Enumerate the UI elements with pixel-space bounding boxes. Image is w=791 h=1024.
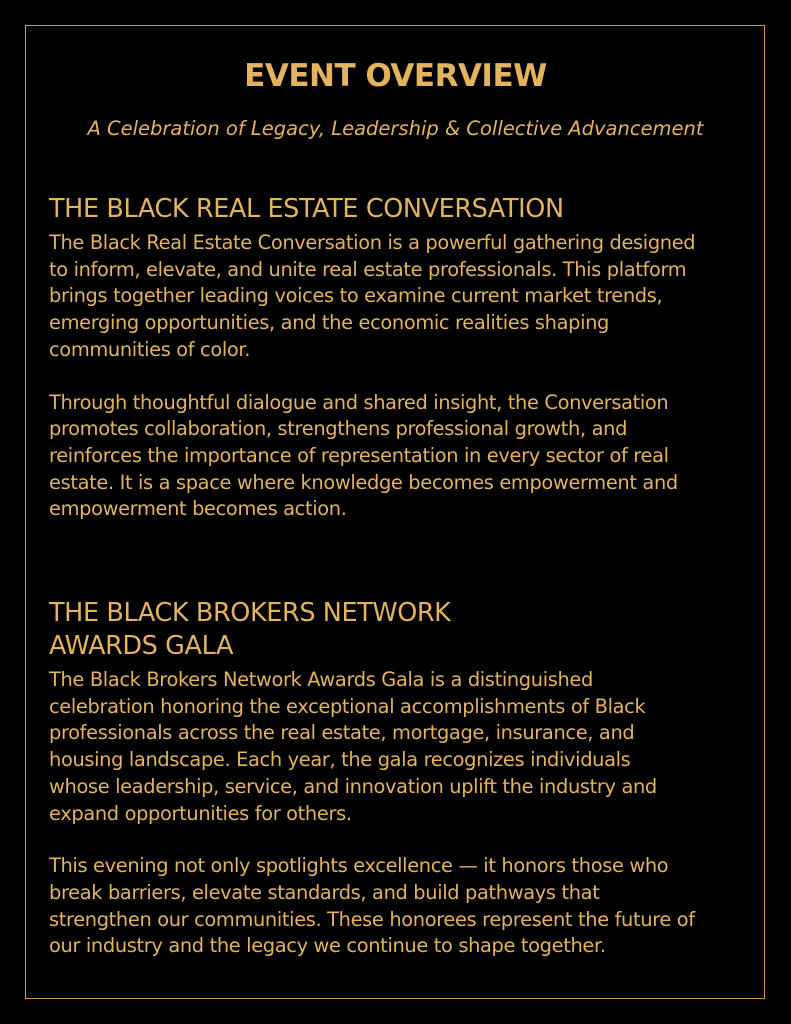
paragraph-line: professionals across the real estate, mortgage, insurance, and [49, 721, 635, 745]
section-paragraph [49, 667, 749, 827]
paragraph-line: communities of color. [49, 337, 251, 361]
paragraph-line: break barriers, elevate standards, and build pathways that [49, 880, 600, 904]
section-real-estate-conversation [49, 193, 749, 523]
paragraph-line: The Black Real Estate Conversation is a powerful gathering designed [49, 231, 696, 254]
section-paragraph [49, 853, 749, 960]
paragraph-line: emerging opportunities, and the economic realities shaping [49, 311, 609, 335]
paragraph-line: This evening not only spotlights excellence — it honors those who [49, 854, 669, 878]
section-paragraph [49, 230, 749, 364]
page-subtitle: A Celebration of Legacy, Leadership & Collective Advancement [87, 117, 704, 140]
section-awards-gala [49, 597, 749, 960]
paragraph-line: Through thoughtful dialogue and shared insight, the Conversation [49, 390, 669, 414]
paragraph-line: brings together leading voices to examine current market trends, [49, 284, 663, 308]
section-heading-line: THE BLACK REAL ESTATE CONVERSATION [49, 194, 564, 224]
section-heading-line: AWARDS GALA [49, 631, 233, 661]
section-heading-line: THE BLACK BROKERS NETWORK [49, 598, 451, 628]
paragraph-line: reinforces the importance of representation in every sector of real [49, 443, 669, 467]
paragraph-line: expand opportunities for others. [49, 801, 352, 825]
paragraph-line: The Black Brokers Network Awards Gala is a distinguished [49, 668, 593, 691]
section-heading [49, 597, 749, 663]
paragraph-line: our industry and the legacy we continue to shape together. [49, 934, 606, 958]
paragraph-line: whose leadership, service, and innovation uplift the industry and [49, 774, 657, 798]
paragraph-line: housing landscape. Each year, the gala recognizes individuals [49, 748, 631, 772]
section-paragraph [49, 390, 749, 524]
page-title: EVENT OVERVIEW [244, 58, 547, 94]
paragraph-line: celebration honoring the exceptional accomplishments of Black [49, 694, 646, 718]
paragraph-line: to inform, elevate, and unite real estate professionals. This platform [49, 257, 687, 281]
section-heading [49, 193, 749, 226]
paragraph-line: empowerment becomes action. [49, 497, 347, 521]
paragraph-line: strengthen our communities. These honorees represent the future of [49, 907, 695, 931]
paragraph-line: estate. It is a space where knowledge becomes empowerment and [49, 470, 678, 494]
paragraph-line: promotes collaboration, strengthens professional growth, and [49, 417, 628, 441]
